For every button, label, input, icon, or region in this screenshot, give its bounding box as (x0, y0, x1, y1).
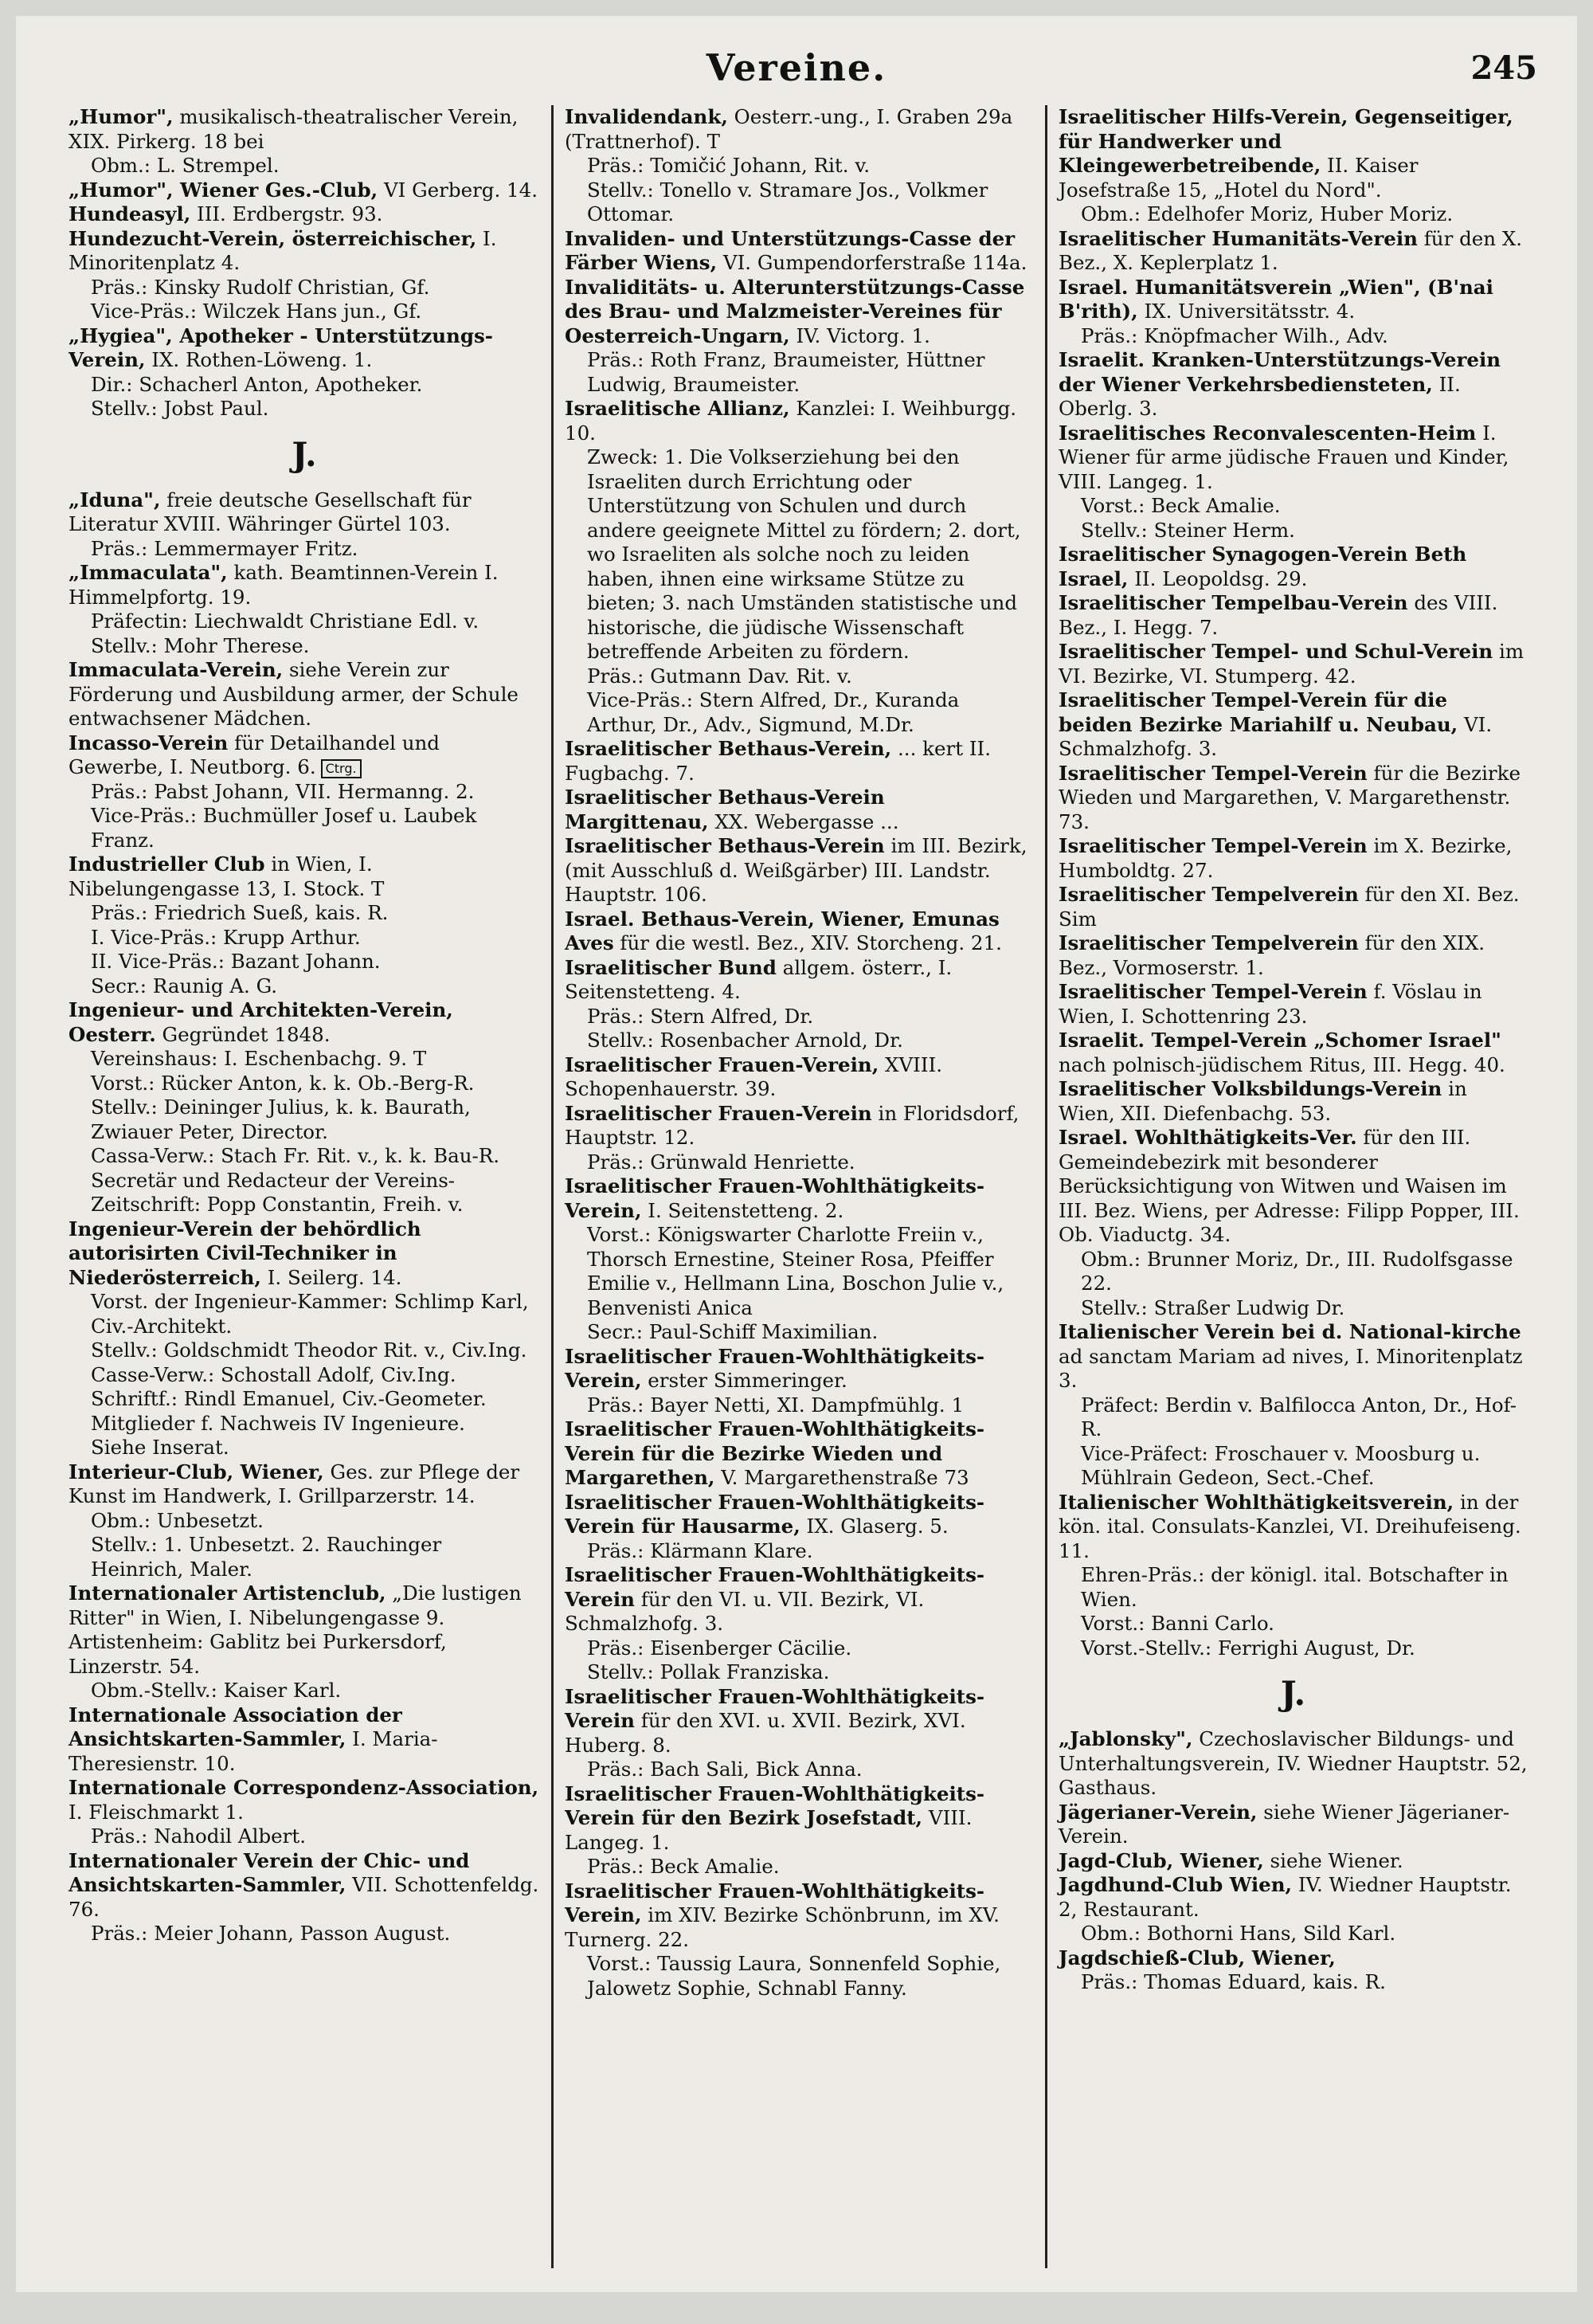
entry-officer-line: Vice-Präs.: Stern Alfred, Dr., Kuranda Arthur, Dr., Adv., Sigmund, M.Dr. (587, 688, 960, 736)
section-letter: J. (292, 434, 317, 474)
entry-name: Hundeasyl, (68, 202, 191, 225)
entry-text: VIII. Langeg. 1. (565, 1806, 973, 1854)
directory-page (16, 16, 1577, 2292)
entry-text: für Detailhandel und Gewerbe, I. Neutborg. 6. (68, 731, 440, 778)
entry-officer-line: Obm.: L. Strempel. (91, 154, 280, 177)
entry-text: Kanzlei: I. Weihburgg. 10. (565, 397, 1017, 445)
entry-officer-line: Vorst.: Taussig Laura, Sonnenfeld Sophie, Jalowetz Sophie, Schnabl Fanny. (587, 1952, 1001, 2000)
entry-name: Ingenieur-Verein der behördlich autorisirten Civil-Techniker in Niederösterreich, (68, 1217, 421, 1289)
entry-officer-line: Vorst. der Ingenieur-Kammer: Schlimp Karl, Civ.-Architekt. (91, 1290, 529, 1338)
entry-name: Israelitischer Bethaus-Verein (565, 834, 885, 857)
entry-officer-line: Präfectin: Liechwaldt Christiane Edl. v. (91, 609, 479, 633)
entry-officer-line: Präs.: Stern Alfred, Dr. (587, 1004, 814, 1028)
entry-name: Israelitisches Reconvalescenten-Heim (1059, 421, 1477, 445)
entry-text: XVIII. Schopenhauerstr. 39. (565, 1052, 942, 1100)
entry-text: in der kön. ital. Consulats-Kanzlei, VI. Dreihufeiseng. 11. (1059, 1490, 1521, 1562)
entry-name: Israelitischer Frauen-Wohlthätigkeits-Verein für Hausarme, (565, 1490, 985, 1538)
directory-entry (1059, 1491, 1528, 1564)
entry-officer-line: Präs.: Nahodil Albert. (91, 1824, 306, 1848)
entry-name: „Jablonsky", (1059, 1727, 1193, 1750)
directory-entry (1059, 1801, 1528, 1849)
entry-text: siehe Wiener Jägerianer-Verein. (1059, 1800, 1510, 1848)
entry-name: Israelit. Kranken-Unterstützungs-Verein der Wiener Verkehrsbediensteten, (1059, 348, 1501, 396)
entry-officer-line: Vorst.-Stellv.: Ferrighi August, Dr. (1081, 1636, 1415, 1660)
entry-officer-line: Zweck: 1. Die Volkserziehung bei den Israeliten durch Errichtung oder Unterstützung von Schulen und durch andere geeignete Mittel zu fördern; 2. dort, wo Israeliten als solche noch zu leiden haben, ihnen eine wirksame Stütze zu bieten; 3. nach Umständen statistische und historische, die jüdische Wissenschaft betreffende Arbeiten zu fördern. (587, 445, 1021, 663)
entry-text: VII. Schottenfeldg. 76. (68, 1873, 539, 1921)
entry-officer-line: Vice-Präs.: Buchmüller Josef u. Laubek Franz. (91, 804, 477, 852)
entry-text: kath. Beamtinnen-Verein I. Himmelpfortg. 19. (68, 561, 499, 609)
entry-text: I. Minoritenplatz 4. (68, 226, 497, 274)
directory-entry (68, 658, 540, 731)
entry-text: im VI. Bezirke, VI. Stumperg. 42. (1059, 640, 1525, 688)
entry-text: für den III. Gemeindebezirk mit besonderer Berücksichtigung von Witwen und Waisen im III. Bez. Wiens, per Adresse: Filipp Popper, III. Ob. Viaductg. 34. (1059, 1126, 1520, 1246)
entry-name: Israelitischer Hilfs-Verein, Gegenseitiger, für Handwerker und Kleingewerbetreibende, (1059, 105, 1513, 177)
entry-text: für die westl. Bez., XIV. Storcheng. 21. (613, 931, 1002, 954)
directory-entry (1059, 348, 1528, 421)
entry-text: f. Vöslau in Wien, I. Schottenring 23. (1059, 980, 1482, 1028)
entry-text: VI. Schmalzhofg. 3. (1059, 712, 1493, 760)
directory-entry (1059, 105, 1528, 202)
entry-name: „Humor", Wiener Ges.-Club, (68, 178, 378, 202)
directory-entry (68, 1703, 540, 1777)
entry-text: siehe Wiener. (1263, 1848, 1403, 1872)
entry-text: IX. Universitätsstr. 4. (1137, 300, 1356, 323)
directory-entry (565, 1685, 1034, 1758)
directory-entry (565, 737, 1034, 786)
entry-officer-line: Stellv.: Jobst Paul. (91, 397, 269, 420)
entry-officer-line: Präs.: Friedrich Sueß, kais. R. (91, 901, 389, 924)
entry-officer-line: Obm.: Bothorni Hans, Sild Karl. (1081, 1922, 1396, 1945)
directory-entry (565, 227, 1034, 276)
ctrg-badge: Ctrg. (321, 759, 362, 778)
directory-entry (1059, 421, 1528, 495)
directory-entry (1059, 1873, 1528, 1922)
entry-text: in Wien, I. Nibelungengasse 13, I. Stock. T (68, 852, 385, 900)
entry-text: freie deutsche Gesellschaft für Literatur XVIII. Währinger Gürtel 103. (68, 488, 472, 535)
entry-name: Incasso-Verein (68, 731, 229, 754)
entry-officer-line: II. Vice-Präs.: Bazant Johann. (91, 950, 381, 973)
entry-officer-line: Präs.: Grünwald Henriette. (587, 1150, 855, 1174)
entry-text: nach polnisch-jüdischem Ritus, III. Hegg. 40. (1059, 1052, 1505, 1076)
entry-officer-line: Stellv.: Straßer Ludwig Dr. (1081, 1295, 1345, 1319)
entry-name: Israel. Humanitätsverein „Wien", (B'nai B'rith), (1059, 275, 1493, 323)
entry-text: für den XIX. Bez., Vormoserstr. 1. (1059, 931, 1485, 979)
entry-text: I. Seilerg. 14. (260, 1265, 402, 1289)
entry-officer-line: Präs.: Meier Johann, Passon August. (91, 1922, 451, 1945)
entry-officer-line: Präs.: Gutmann Dav. Rit. v. (587, 664, 852, 688)
entry-text: im X. Bezirke, Humboldtg. 27. (1059, 834, 1513, 882)
entry-name: Israelit. Tempel-Verein „Schomer Israel" (1059, 1029, 1501, 1052)
directory-entry (68, 731, 540, 780)
directory-entry (68, 1581, 540, 1679)
directory-entry (68, 178, 540, 203)
directory-entry (1059, 227, 1528, 276)
entry-text: für den VI. u. VII. Bezirk, VI. Schmalzhofg. 3. (565, 1587, 925, 1635)
directory-entry (1059, 834, 1528, 883)
entry-officer-line: Vorst.: Rücker Anton, k. k. Ob.-Berg-R. (91, 1071, 475, 1095)
entry-text: ad sanctam Mariam ad nives, I. Minoritenplatz 3. (1059, 1344, 1523, 1392)
entry-name: Jagd-Club, Wiener, (1059, 1848, 1264, 1872)
directory-entry (1059, 543, 1528, 591)
directory-entry (1059, 980, 1528, 1029)
entry-text: erster Simmeringer. (641, 1369, 847, 1392)
entry-name: Israelitischer Frauen-Wohlthätigkeits-Verein (565, 1684, 985, 1732)
directory-entry (1059, 762, 1528, 835)
entry-officer-line: Secretär und Redacteur der Vereins-Zeitschrift: Popp Constantin, Freih. v. (91, 1168, 464, 1216)
directory-entry (565, 1345, 1034, 1393)
directory-entry (1059, 640, 1528, 688)
entry-officer-line: Vice-Präs.: Wilczek Hans jun., Gf. (91, 300, 422, 323)
directory-entry (68, 998, 540, 1047)
entry-officer-line: Vorst.: Banni Carlo. (1081, 1612, 1274, 1635)
directory-entry (565, 834, 1034, 907)
entry-text: Gegründet 1848. (155, 1022, 331, 1046)
directory-entry (1059, 688, 1528, 762)
entry-text: II. Kaiser Josefstraße 15, „Hotel du Nord". (1059, 154, 1419, 202)
entry-text: des VIII. Bez., I. Hegg. 7. (1059, 591, 1498, 639)
entry-text: für den X. Bez., X. Keplerplatz 1. (1059, 226, 1523, 274)
directory-entry (565, 105, 1034, 154)
entry-name: Hundezucht-Verein, österreichischer, (68, 226, 477, 250)
entry-text: VI. Gumpendorferstraße 114a. (717, 251, 1027, 274)
entry-officer-line: Präs.: Bach Sali, Bick Anna. (587, 1758, 863, 1781)
directory-entry (565, 1563, 1034, 1636)
entry-officer-line: Stellv.: Tonello v. Stramare Jos., Volkmer Ottomar. (587, 178, 988, 225)
directory-entry (1059, 883, 1528, 931)
entry-name: Israelitischer Frauen-Wohlthätigkeits-Verein für den Bezirk Josefstadt, (565, 1781, 985, 1829)
entry-text: III. Erdbergstr. 93. (190, 202, 383, 225)
entry-text: I. Wiener für arme jüdische Frauen und Kinder, VIII. Langeg. 1. (1059, 421, 1509, 493)
entry-text: IX. Glaserg. 5. (800, 1515, 949, 1538)
directory-entry (565, 786, 1034, 834)
entry-officer-line: Präs.: Klärmann Klare. (587, 1538, 813, 1562)
entry-officer-line: Obm.-Stellv.: Kaiser Karl. (91, 1679, 342, 1702)
entry-name: Jagdhund-Club Wien, (1059, 1873, 1293, 1896)
entry-officer-line: Präs.: Lemmermayer Fritz. (91, 536, 358, 560)
entry-name: Israelitischer Tempelverein (1059, 931, 1359, 954)
entry-text: V. Margarethenstraße 73 (714, 1466, 969, 1489)
entry-officer-line: Obm.: Edelhofer Moriz, Huber Moriz. (1081, 202, 1454, 225)
entry-officer-line: Vorst.: Beck Amalie. (1081, 494, 1281, 517)
entry-name: Invaliden- und Unterstützungs-Casse der Färber Wiens, (565, 226, 1016, 274)
entry-name: „Humor", (68, 105, 174, 128)
entry-name: Israelitischer Frauen-Wohlthätigkeits-Verein für die Bezirke Wieden und Margarethen, (565, 1417, 985, 1489)
entry-name: Israelitischer Frauen-Wohlthätigkeits-Verein, (565, 1344, 985, 1392)
entry-name: Israelitischer Volksbildungs-Verein (1059, 1077, 1442, 1100)
entry-name: Italienischer Wohlthätigkeitsverein, (1059, 1490, 1454, 1514)
entry-name: Israelitischer Tempel-Verein (1059, 834, 1368, 857)
entry-officer-line: Stellv.: Steiner Herm. (1081, 518, 1295, 542)
entry-text: für den XVI. u. XVII. Bezirk, XVI. Huberg. 8. (565, 1709, 966, 1757)
entry-name: Internationaler Artistenclub, (68, 1581, 386, 1605)
entry-name: Israelitischer Frauen-Wohlthätigkeits-Verein, (565, 1879, 985, 1926)
directory-entry (68, 1460, 540, 1509)
entry-name: Interieur-Club, Wiener, (68, 1460, 324, 1483)
directory-entry (565, 1782, 1034, 1856)
entry-officer-line: Präs.: Knöpfmacher Wilh., Adv. (1081, 323, 1388, 347)
entry-text: II. Leopoldsg. 29. (1128, 566, 1308, 590)
entry-text: II. Oberlg. 3. (1059, 372, 1461, 420)
directory-entry (565, 1879, 1034, 1953)
directory-entry (565, 276, 1034, 349)
entry-officer-line: Präs.: Eisenberger Cäcilie. (587, 1636, 852, 1660)
directory-entry (1059, 1126, 1528, 1248)
entry-text: „Die lustigen Ritter" in Wien, I. Nibelungengasse 9. Artistenheim: Gablitz bei Purkersdorf, Linzerstr. 54. (68, 1581, 522, 1678)
entry-officer-line: Stellv.: Deininger Julius, k. k. Baurath, Zwiauer Peter, Director. (91, 1095, 471, 1143)
entry-name: Israelitischer Frauen-Wohlthätigkeits-Verein (565, 1563, 985, 1611)
entry-officer-line: I. Vice-Präs.: Krupp Arthur. (91, 925, 361, 949)
entry-name: Jägerianer-Verein, (1059, 1800, 1258, 1824)
entry-text: im XIV. Bezirke Schönbrunn, im XV. Turnerg. 22. (565, 1903, 1000, 1951)
entry-officer-line: Präfect: Berdin v. Balfilocca Anton, Dr., Hof-R. (1081, 1393, 1517, 1440)
entry-text: in Floridsdorf, Hauptstr. 12. (565, 1101, 1020, 1149)
entry-text: allgem. österr., I. Seitenstetteng. 4. (565, 955, 953, 1003)
directory-entry (68, 1776, 540, 1824)
entry-name: Israelitische Allianz, (565, 397, 790, 420)
entry-text: XX. Webergasse ... (708, 809, 899, 833)
entry-text: ... kert II. Fugbachg. 7. (565, 737, 991, 785)
entry-name: Israelitischer Frauen-Wohlthätigkeits-Verein, (565, 1174, 985, 1222)
entry-officer-line: Präs.: Beck Amalie. (587, 1855, 780, 1878)
entry-name: Israelitischer Bund (565, 955, 777, 979)
entry-text: in Wien, XII. Diefenbachg. 53. (1059, 1077, 1467, 1125)
entry-name: Israelitischer Tempel-Verein für die beiden Bezirke Mariahilf u. Neubau, (1059, 688, 1458, 736)
entry-text: IX. Rothen-Löweng. 1. (145, 348, 373, 371)
entry-text: VI Gerberg. 14. (378, 178, 538, 202)
column-2 (551, 105, 1045, 2268)
entry-text: für den XI. Bez. Sim (1059, 883, 1520, 931)
entry-officer-line: Stellv.: Pollak Franziska. (587, 1660, 830, 1683)
column-1 (57, 105, 551, 2268)
directory-entry (1059, 1727, 1528, 1801)
entry-officer-line: Stellv.: 1. Unbesetzt. 2. Rauchinger Heinrich, Maler. (91, 1533, 442, 1581)
directory-entry (565, 1417, 1034, 1491)
entry-officer-line: Casse-Verw.: Schostall Adolf, Civ.Ing. (91, 1362, 456, 1386)
entry-text: IV. Wiedner Hauptstr. 2, Restaurant. (1059, 1873, 1512, 1921)
directory-entry (1059, 276, 1528, 324)
entry-name: Immaculata-Verein, (68, 658, 284, 681)
entry-officer-line: Cassa-Verw.: Stach Fr. Rit. v., k. k. Bau-R. (91, 1144, 500, 1167)
entry-text: Czechoslavischer Bildungs- und Unterhaltungsverein, IV. Wiedner Hauptstr. 52, Gasthaus. (1059, 1727, 1528, 1799)
entry-officer-line: Dir.: Schacherl Anton, Apotheker. (91, 372, 423, 396)
directory-entry (68, 227, 540, 276)
entry-officer-line: Stellv.: Goldschmidt Theodor Rit. v., Civ.Ing. (91, 1338, 527, 1362)
entry-text: Oesterr.-ung., I. Graben 29a (Trattnerhof). T (565, 105, 1013, 153)
entry-name: Invalidendank, (565, 105, 728, 128)
directory-entry (68, 1849, 540, 1922)
entry-officer-line: Stellv.: Mohr Therese. (91, 633, 310, 657)
directory-entry (565, 1053, 1034, 1102)
directory-entry (68, 488, 540, 537)
columns (57, 105, 1545, 2268)
entry-name: Israelitischer Bethaus-Verein Margittenau, (565, 786, 885, 833)
page-header (16, 46, 1577, 94)
entry-name: Italienischer Verein bei d. National-kirche (1059, 1320, 1521, 1343)
entry-officer-line: Siehe Inserat. (91, 1436, 229, 1459)
directory-entry (565, 1102, 1034, 1150)
entry-text: im III. Bezirk, (mit Ausschluß d. Weißgärber) III. Landstr. Hauptstr. 106. (565, 834, 1027, 906)
entry-officer-line: Präs.: Tomičić Johann, Rit. v. (587, 154, 871, 177)
entry-text: Ges. zur Pflege der Kunst im Handwerk, I. Grillparzerstr. 14. (68, 1460, 520, 1507)
directory-entry (1059, 1320, 1528, 1393)
entry-name: „Immaculata", (68, 561, 228, 584)
page-number: 245 (1470, 49, 1537, 87)
entry-officer-line: Obm.: Unbesetzt. (91, 1508, 264, 1532)
directory-entry (1059, 931, 1528, 980)
entry-name: Israelitischer Frauen-Verein (565, 1101, 872, 1125)
entry-officer-line: Secr.: Paul-Schiff Maximilian. (587, 1320, 879, 1343)
directory-entry (68, 561, 540, 609)
entry-text: musikalisch-theatralischer Verein, XIX. Pirkerg. 18 bei (68, 105, 519, 153)
entry-name: Industrieller Club (68, 852, 265, 876)
entry-text: I. Maria-Theresienstr. 10. (68, 1727, 438, 1775)
directory-entry (565, 907, 1034, 956)
entry-name: Israelitischer Tempel-Verein (1059, 761, 1368, 785)
directory-entry (68, 324, 540, 373)
entry-text: siehe Verein zur Förderung und Ausbildung armer, der Schule entwachsener Mädchen. (68, 658, 519, 730)
entry-name: Israel. Bethaus-Verein, Wiener, Emunas Aves (565, 907, 1000, 954)
entry-name: Jagdschieß-Club, Wiener, (1059, 1946, 1336, 1969)
entry-officer-line: Ehren-Präs.: der königl. ital. Botschafter in Wien. (1081, 1563, 1509, 1611)
directory-entry (565, 1174, 1034, 1223)
entry-officer-line: Secr.: Raunig A. G. (91, 974, 278, 997)
entry-officer-line: Vice-Präfect: Froschauer v. Moosburg u. Mühlrain Gedeon, Sect.-Chef. (1081, 1441, 1481, 1489)
entry-officer-line: Vorst.: Königswarter Charlotte Freiin v., Thorsch Ernestine, Steiner Rosa, Pfeiffer Emilie v., Hellmann Lina, Boschon Julie v., Benvenisti Anica (587, 1223, 1004, 1319)
directory-entry (1059, 1077, 1528, 1126)
directory-entry (1059, 1029, 1528, 1077)
entry-name: Ingenieur- und Architekten-Verein, Oesterr. (68, 998, 453, 1046)
entry-officer-line: Obm.: Brunner Moriz, Dr., III. Rudolfsgasse 22. (1081, 1247, 1513, 1295)
entry-name: Israelitischer Humanitäts-Verein (1059, 226, 1418, 250)
entry-officer-line: Stellv.: Rosenbacher Arnold, Dr. (587, 1029, 903, 1052)
entry-text: I. Fleischmarkt 1. (68, 1800, 244, 1824)
entry-name: Israelitischer Synagogen-Verein Beth Israel, (1059, 543, 1467, 590)
entry-name: Israelitischer Tempelbau-Verein (1059, 591, 1408, 614)
entry-name: Israelitischer Tempelverein (1059, 883, 1359, 906)
entry-name: „Iduna", (68, 488, 161, 511)
column-3 (1045, 105, 1539, 2268)
entry-officer-line: Mitglieder f. Nachweis IV Ingenieure. (91, 1411, 465, 1435)
directory-entry (1059, 1849, 1528, 1874)
entry-text: IV. Victorg. 1. (789, 323, 930, 347)
directory-entry (565, 956, 1034, 1005)
entry-name: „Hygiea", Apotheker - Unterstützungs-Verein, (68, 323, 493, 371)
entry-officer-line: Schriftf.: Rindl Emanuel, Civ.-Geometer. (91, 1387, 487, 1410)
entry-name: Internationaler Verein der Chic- und Ansichtskarten-Sammler, (68, 1848, 470, 1896)
directory-entry (565, 397, 1034, 445)
entry-name: Israelitischer Frauen-Verein, (565, 1052, 879, 1076)
directory-entry (1059, 1946, 1528, 1971)
entry-officer-line: Präs.: Roth Franz, Braumeister, Hüttner Ludwig, Braumeister. (587, 348, 985, 396)
entry-text: für die Bezirke Wieden und Margarethen, V. Margarethenstr. 73. (1059, 761, 1521, 833)
entry-officer-line: Präs.: Kinsky Rudolf Christian, Gf. (91, 275, 430, 299)
section-letter: J. (1280, 1674, 1306, 1713)
directory-entry (565, 1491, 1034, 1539)
directory-entry (68, 202, 540, 227)
entry-officer-line: Präs.: Bayer Netti, XI. Dampfmühlg. 1 (587, 1393, 965, 1417)
entry-officer-line: Vereinshaus: I. Eschenbachg. 9. T (91, 1047, 427, 1070)
entry-text: I. Seitenstetteng. 2. (641, 1198, 844, 1222)
directory-entry (68, 105, 540, 154)
entry-name: Israelitischer Bethaus-Verein, (565, 737, 892, 760)
entry-name: Invaliditäts- u. Alterunterstützungs-Casse des Brau- und Malzmeister-Vereines für Oesterreich-Ungarn, (565, 275, 1025, 347)
running-title: Vereine. (706, 46, 887, 89)
entry-name: Israelitischer Tempel-Verein (1059, 980, 1368, 1003)
directory-entry (1059, 591, 1528, 640)
entry-officer-line: Präs.: Thomas Eduard, kais. R. (1081, 1970, 1386, 1993)
entry-name: Israelitischer Tempel- und Schul-Verein (1059, 640, 1493, 663)
entry-name: Internationale Association der Ansichtskarten-Sammler, (68, 1703, 402, 1750)
directory-entry (68, 852, 540, 901)
entry-officer-line: Präs.: Pabst Johann, VII. Hermanng. 2. (91, 779, 475, 803)
directory-entry (68, 1217, 540, 1291)
entry-name: Israel. Wohlthätigkeits-Ver. (1059, 1126, 1357, 1149)
entry-name: Internationale Correspondenz-Association, (68, 1776, 539, 1799)
